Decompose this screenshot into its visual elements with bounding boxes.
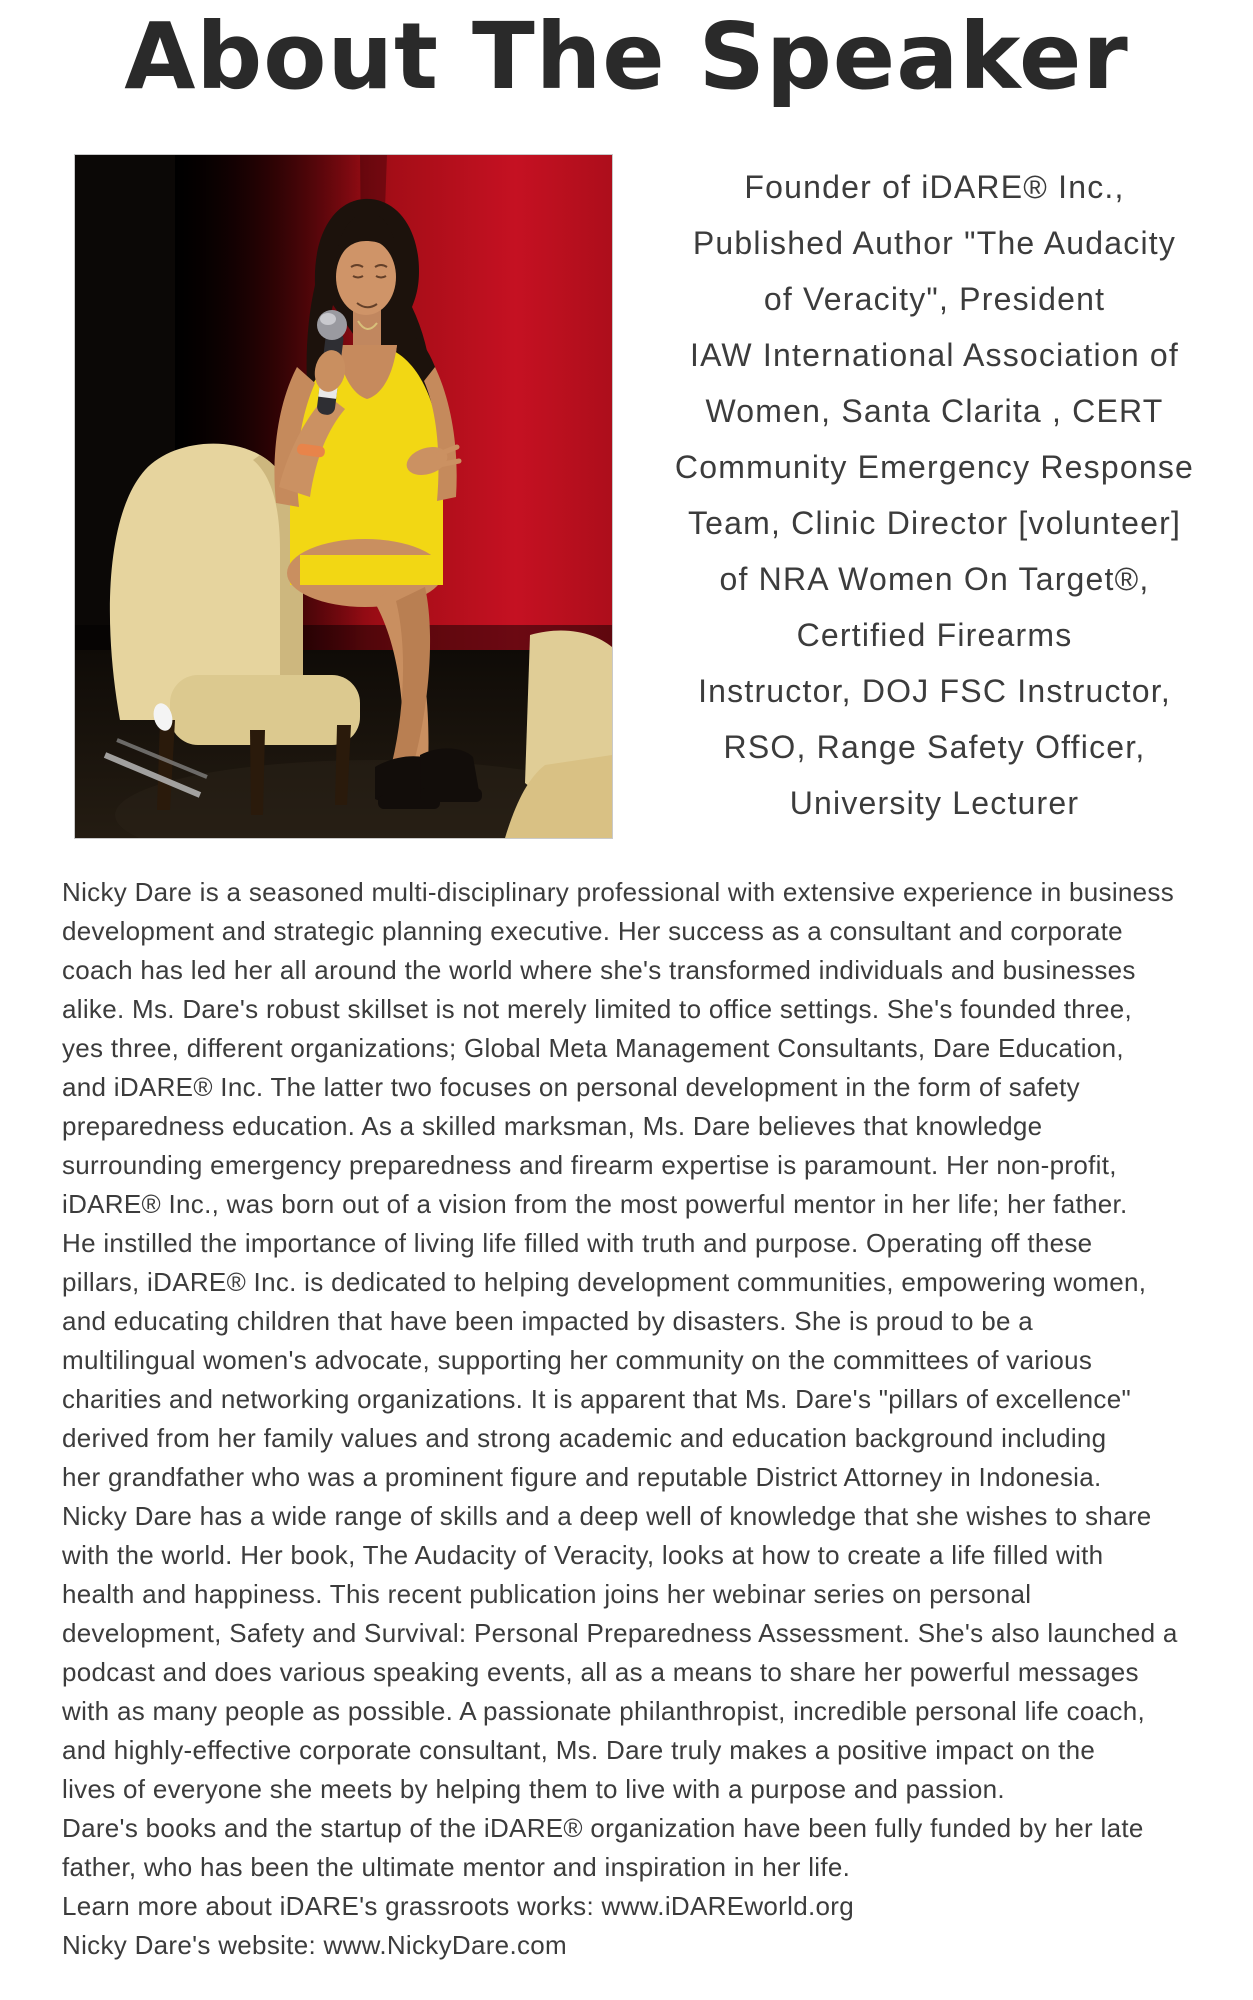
- bio-line: pillars, iDARE® Inc. is dedicated to helping development communities, empowering women,: [62, 1267, 1147, 1297]
- credential-line: Women, Santa Clarita , CERT: [705, 393, 1164, 429]
- bio-line: Nicky Dare is a seasoned multi-disciplinary professional with extensive experience in business: [62, 877, 1175, 907]
- dress-hem: [300, 555, 443, 585]
- bio-line: and educating children that have been impacted by disasters. She is proud to be a: [62, 1306, 1034, 1336]
- bio-line: alike. Ms. Dare's robust skillset is not merely limited to office settings. She's founded three,: [62, 994, 1133, 1024]
- speaker-photo-illustration: [75, 155, 612, 838]
- credential-line: Founder of iDARE® Inc.,: [744, 169, 1125, 205]
- bio-line: multilingual women's advocate, supporting her community on the committees of various: [62, 1345, 1093, 1375]
- bio-line: lives of everyone she meets by helping them to live with a purpose and passion.: [62, 1774, 1005, 1804]
- speaker-photo: [74, 154, 613, 839]
- speaker-credentials: [622, 159, 1247, 831]
- credential-line: RSO, Range Safety Officer,: [723, 729, 1146, 765]
- bio-line: with as many people as possible. A passionate philanthropist, incredible personal life coach,: [62, 1696, 1145, 1726]
- bio-line: and highly-effective corporate consultant, Ms. Dare truly makes a positive impact on the: [62, 1735, 1096, 1765]
- credential-line: Published Author "The Audacity: [692, 225, 1177, 261]
- bio-line: derived from her family values and strong academic and education background including: [62, 1423, 1107, 1453]
- credential-line: Instructor, DOJ FSC Instructor,: [698, 673, 1171, 709]
- page-title: About The Speaker: [124, 3, 1129, 110]
- bio-line: Learn more about iDARE's grassroots works: www.iDAREworld.org: [62, 1891, 854, 1921]
- bio-line: surrounding emergency preparedness and firearm expertise is paramount. Her non-profit,: [62, 1150, 1117, 1180]
- bio-line: charities and networking organizations. It is apparent that Ms. Dare's "pillars of excellence": [62, 1384, 1132, 1414]
- credential-line: University Lecturer: [789, 785, 1080, 821]
- armchair-seat: [170, 675, 360, 745]
- face: [336, 239, 396, 315]
- credential-line: IAW International Association of: [689, 337, 1179, 373]
- bio-line: and iDARE® Inc. The latter two focuses on personal development in the form of safety: [62, 1072, 1080, 1102]
- bio-line: Nicky Dare has a wide range of skills and a deep well of knowledge that she wishes to share: [62, 1501, 1152, 1531]
- bio-line: Dare's books and the startup of the iDARE® organization have been fully funded by her late: [62, 1813, 1144, 1843]
- bio-line: father, who has been the ultimate mentor and inspiration in her life.: [62, 1852, 851, 1882]
- credential-line: Team, Clinic Director [volunteer]: [687, 505, 1182, 541]
- bio-line: He instilled the importance of living life filled with truth and purpose. Operating off these: [62, 1228, 1093, 1258]
- bio-line: preparedness education. As a skilled marksman, Ms. Dare believes that knowledge: [62, 1111, 1043, 1141]
- speaker-bio: [62, 873, 1227, 1965]
- credential-line: Certified Firearms: [796, 617, 1073, 653]
- bio-line: iDARE® Inc., was born out of a vision from the most powerful mentor in her life; her father.: [62, 1189, 1128, 1219]
- bio-line: Nicky Dare's website: www.NickyDare.com: [62, 1930, 567, 1960]
- bio-line: coach has led her all around the world where she's transformed individuals and businesses: [62, 955, 1136, 985]
- credential-line: Community Emergency Response: [674, 449, 1195, 485]
- bio-line: development and strategic planning executive. Her success as a consultant and corporate: [62, 916, 1123, 946]
- bio-line: development, Safety and Survival: Personal Preparedness Assessment. She's also launched a: [62, 1618, 1178, 1648]
- credential-line: of NRA Women On Target®,: [719, 561, 1150, 597]
- credential-line: of Veracity", President: [763, 281, 1106, 317]
- bio-line: with the world. Her book, The Audacity of Veracity, looks at how to create a life filled with: [62, 1540, 1104, 1570]
- bio-line: health and happiness. This recent publication joins her webinar series on personal: [62, 1579, 1032, 1609]
- bio-line: yes three, different organizations; Global Meta Management Consultants, Dare Education,: [62, 1033, 1124, 1063]
- bio-line: her grandfather who was a prominent figure and reputable District Attorney in Indonesia.: [62, 1462, 1102, 1492]
- microphone-highlight: [320, 313, 336, 325]
- bio-line: podcast and does various speaking events, all as a means to share her powerful messages: [62, 1657, 1139, 1687]
